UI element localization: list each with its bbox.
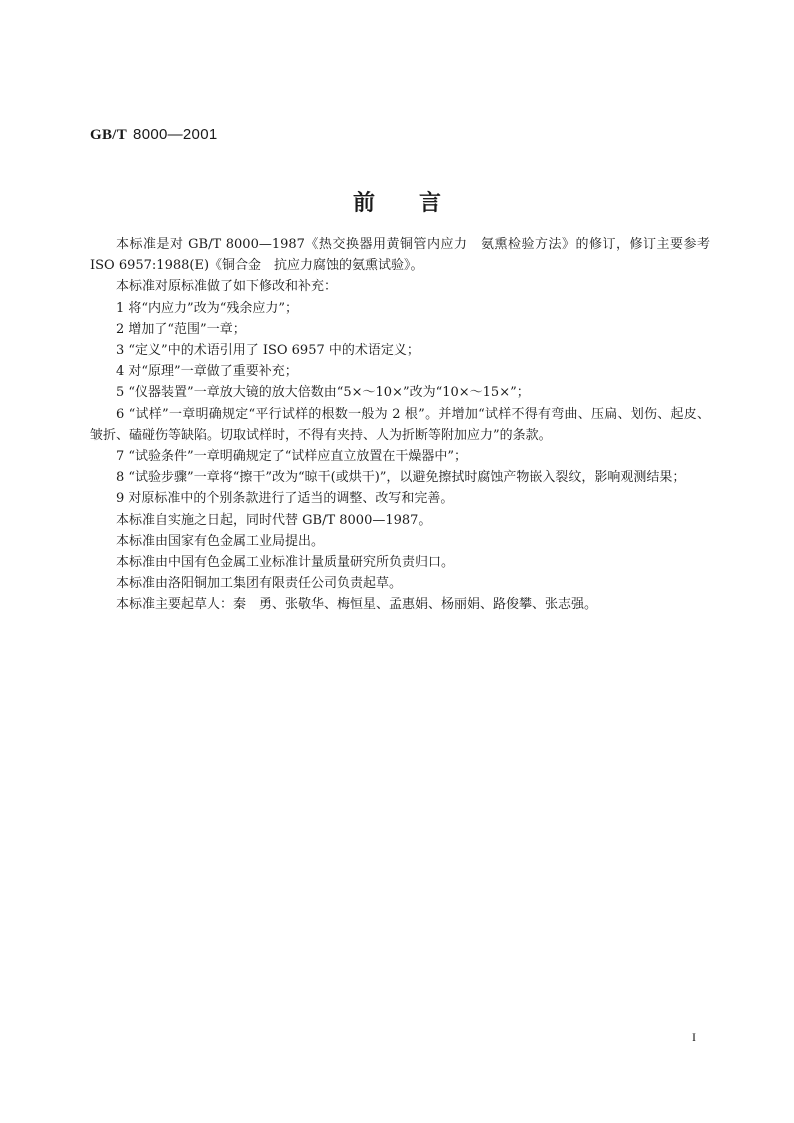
- standard-code: [90, 126, 218, 144]
- paragraph: 本标准是对 GB/T 8000—1987《热交换器用黄铜管内应力 氨熏检验方法》的修订，修订主要参考 ISO 6957:1988(E)《铜合金 抗应力腐蚀的氨熏试验》。: [90, 237, 710, 274]
- paragraph: 本标准由洛阳铜加工集团有限责任公司负责起草。: [116, 576, 403, 592]
- paragraph: 8 “试验步骤”一章将“擦干”改为“晾干(或烘干)”，以避免擦拭时腐蚀产物嵌入裂纹，影响观测结果；: [116, 470, 686, 486]
- paragraph: 4 对“原理”一章做了重要补充；: [116, 364, 298, 380]
- paragraph: 6 “试样”一章明确规定“平行试样的根数一般为 2 根”。并增加“试样不得有弯曲、压扁、划伤、起皮、皱折、磕碰伤等缺陷。切取试样时，不得有夹持、人为折断等附加应力”的条款。: [90, 406, 710, 443]
- paragraph: 本标准由中国有色金属工业标准计量质量研究所负责归口。: [116, 555, 455, 571]
- paragraph: 本标准对原标准做了如下修改和补充：: [116, 279, 338, 295]
- standard-prefix: GB/T: [90, 127, 128, 143]
- paragraph: 2 增加了“范围”一章；: [116, 321, 246, 337]
- foreword-body: [90, 234, 710, 616]
- paragraph: 本标准由国家有色金属工业局提出。: [116, 533, 325, 549]
- standard-number: 8000—2001: [133, 126, 218, 143]
- paragraph: 3 “定义”中的术语引用了 ISO 6957 中的术语定义；: [116, 343, 420, 359]
- paragraph: 1 将“内应力”改为“残余应力”；: [116, 300, 298, 316]
- paragraph: 9 对原标准中的个别条款进行了适当的调整、改写和完善。: [116, 491, 454, 507]
- page-number: I: [692, 1030, 696, 1044]
- paragraph: 5 “仪器装置”一章放大镜的放大倍数由“5×～10×”改为“10×～15×”；: [116, 385, 530, 401]
- page-title: 前言: [352, 190, 485, 216]
- paragraph: 7 “试验条件”一章明确规定了“试样应直立放置在干燥器中”；: [116, 449, 467, 465]
- paragraph: 本标准主要起草人：秦 勇、张敬华、梅恒星、孟惠娟、杨丽娟、路俊攀、张志强。: [116, 597, 598, 613]
- paragraph: 本标准自实施之日起，同时代替 GB/T 8000—1987。: [116, 512, 432, 528]
